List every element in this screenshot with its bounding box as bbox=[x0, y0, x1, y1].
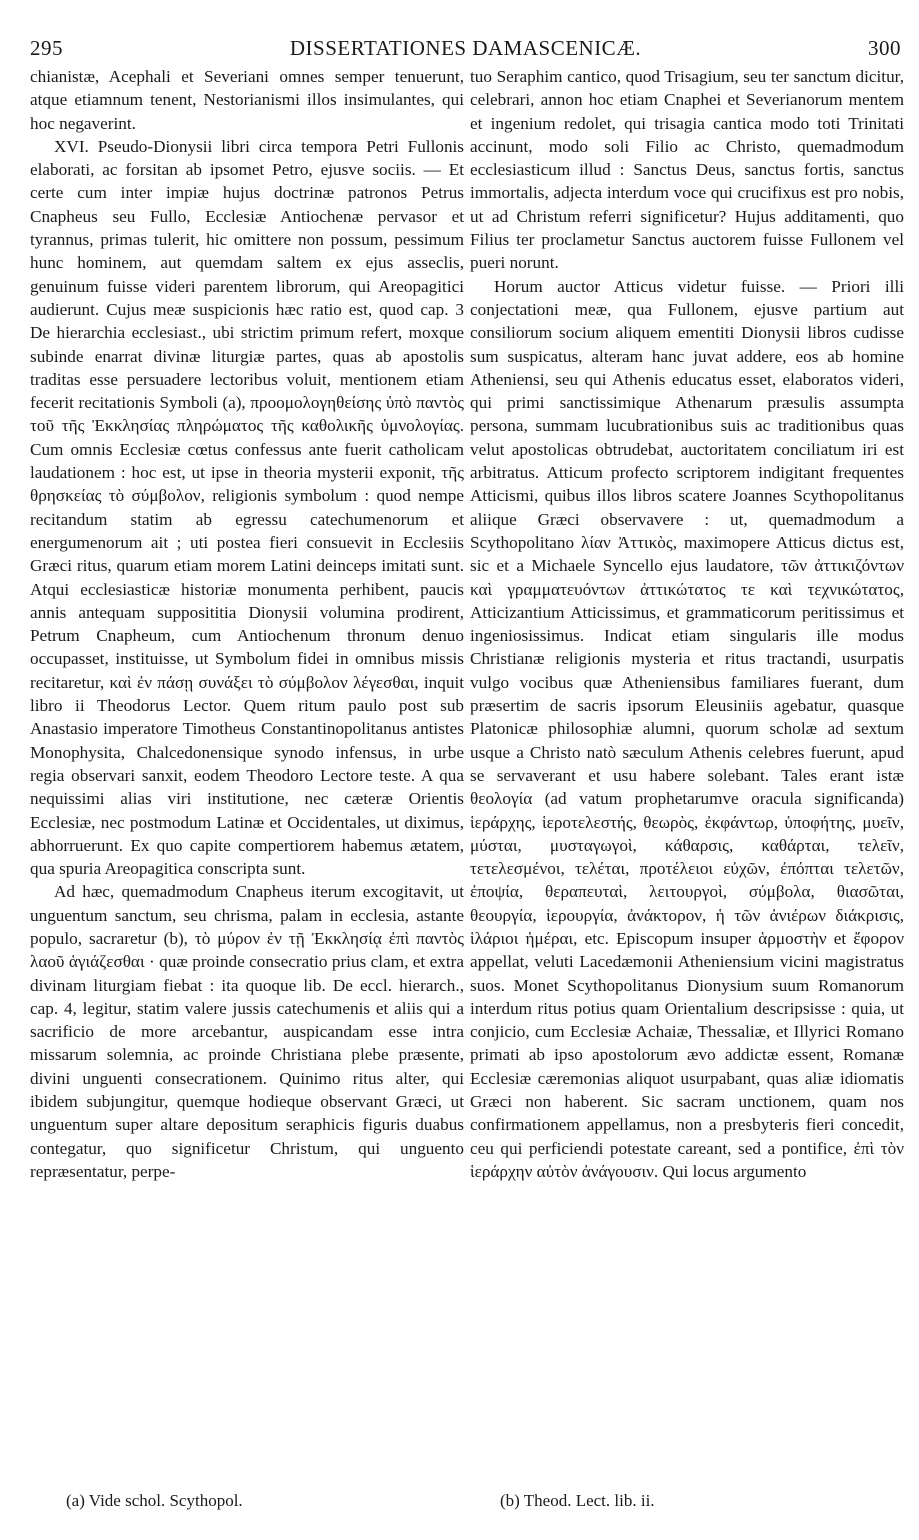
running-header bbox=[30, 36, 901, 60]
footnote-a: (a) Vide schol. Scythopol. bbox=[66, 1491, 243, 1510]
paragraph: chianistæ, Acephali et Severiani omnes semper tenuerunt, atque etiamnum tenent, Nestorianismi illos insimulantes, qui hoc negaverint. bbox=[30, 67, 464, 133]
paragraph: Horum auctor Atticus videtur fuisse. — Priori illi conjectationi meæ, qua Fullonem, ejusve partium aut consiliorum socium aliquem ementiti Dionysii libros cudisse sum suspicatus, alteram hanc juvat addere, eos ab homine Atheniensi, seu qui Athenis educatus esset, elaboratos videri, qui primi sanctissimique Athenarum præsulis assumpta persona, summam lucubrationibus suis ac traditionibus quas velut apostolicas obtrudebat, auctoritatem conciliatum iri est arbitratus. Atticum profecto scriptorem indigitant frequentes Atticismi, quibus illos libros scatere Joannes Scythopolitanus aliique Græci observavere : ut, quemadmodum a Scythopolitano λίαν Ἀττικὸς, maximopere Atticus dictus est, sic et a Michaele Syncello ejus laudatore, τῶν ἀττικιζόντων καὶ γραμματευόντων ἀττικώτατος τε καὶ τεχνικώτατος, Atticizantium Atticissimus, et grammaticorum peritissimus et ingeniosissimus. Indicat etiam singularis ille modus Christianæ religionis mysteria et ritus tractandi, usurpatis vulgo vocibus quæ Atheniensibus familiares fuerant, dum præsertim de sacris ipsorum Eleusiniis agebatur, quasque Platonicæ philosophiæ alumni, quorum scholæ ad sextum usque a Christo natò sæculum Athenis celebres fuerunt, apud se servaverant et usu habere solebant. Tales erant istæ θεολογία (ad vatum prophetarumve oracula significanda) ἱεράρχης, ἱεροτελεστής, θεωρὸς, ἐκφάντωρ, ὑποφήτης, μυεῖν, μύσται, μυσταγωγοὶ, κάθαρσις, καθάρται, τελεῖν, τετελεσμένοι, τελέται, προτέλειοι εὐχῶν, ἐπόπται τελετῶν, ἐποψία, θεραπευταὶ, λειτουργοὶ, σύμβολα, θιασῶται, θεουργία, ἱερουργία, ἀνάκτορον, ἡ τῶν ἀνιέρων διάκρισις, ἱλάριοι ἡμέραι, etc. Episcopum insuper ἁρμοστὴν et ἔφορον appellat, veluti Lacedæmonii Atheniensium vicini magistratus suos. Monet Scythopolitanus Dionysium suum Romanorum interdum ritus potius quam Orientalium descripsisse : quia, ut conjicio, cum Ecclesiæ Achaiæ, Thessaliæ, et Illyrici Romano primati ab ipso apostolorum ævo addictæ essent, Romanæ Ecclesiæ cæremonias aliquot usurpabant, quas aliæ idiomatis Græci non haberent. Sic sacram unctionem, quam nos confirmationem appellamus, non a presbyteris fieri concedit, ceu qui perficiendi potestate careant, sed a pontifice, ἐπὶ τὸν ἱεράρχην αὐτὸν ἀνάγουσιν. Qui locus argumento bbox=[470, 276, 904, 1181]
paragraph: Ad hæc, quemadmodum Cnapheus iterum excogitavit, ut unguentum sanctum, seu chrisma, palam in ecclesia, astante populo, sacraretur (b), τὸ μύρον ἐν τῇ Ἐκκλησίᾳ ἐπὶ παντὸς λαοῦ ἁγιάζεσθαι · quæ proinde consecratio prius clam, et extra divinam liturgiam fiebat : ita quoque lib. De eccl. hierarch., cap. 4, legitur, statim valere jussis catechumenis et aliis qui a sacrificio de more arcebantur, auspicandam esse intra missarum solemnia, ac proinde Christiana plebe præsente, divini unguenti consecrationem. Quinimo ritus alter, qui ibidem subjungitur, quemque hodieque observant Græci, ut unguentum super altare depositum seraphicis figuris duabus contegatur, quo significetur Christum, qui unguento repræsentatur, perpe- bbox=[30, 882, 464, 1181]
footnote-b: (b) Theod. Lect. lib. ii. bbox=[500, 1491, 655, 1510]
page-number-right: 300 bbox=[868, 36, 901, 60]
paragraph: tuo Seraphim cantico, quod Trisagium, seu ter sanctum dicitur, celebrari, annon hoc etiam Cnaphei et Severianorum mentem et ingenium redolet, qui trisagia cantica modo toti Trinitati accinunt, modo soli Filio ac Christo, quemadmodum ecclesiasticum illud : Sanctus Deus, sanctus fortis, sanctus immortalis, adjecta interdum voce qui crucifixus est pro nobis, ut ad Christum referri significetur? Hujus additamenti, quo Filius ter proclametur Sanctus auctorem fuisse Fullonem vel pueri norunt. bbox=[470, 67, 904, 273]
left-column bbox=[30, 65, 464, 1183]
paragraph: XVI. Pseudo-Dionysii libri circa tempora Petri Fullonis elaborati, ac forsitan ab ipsomet Petro, ejusve sociis. — Et certe cum inter impiæ hujus doctrinæ patronos Petrus Cnapheus seu Fullo, Ecclesiæ Antiochenæ pervasor et tyrannus, primas tulerit, hic omittere non possum, pessimum hunc hominem, aut quemdam saltem ex ejus asseclis, genuinum fuisse videri parentem librorum, qui Areopagitici audierunt. Cujus meæ suspicionis hæc ratio est, quod cap. 3 De hierarchia ecclesiast., ubi strictim primum refert, moxque subinde enarrat divinæ liturgiæ partes, quas ab apostolis traditas esse persuadere lectoribus voluit, mentionem etiam fecerit recitationis Symboli (a), προομολογηθείσης ὑπὸ παντὸς τοῦ τῆς Ἐκκλησίας πληρώματος τῆς καθολικῆς ὑμνολογίας. Cum omnis Ecclesiæ cœtus confessus ante fuerit catholicam laudationem : hoc est, ut ipse in theoria mysterii exponit, τῆς θρησκείας τὸ σύμβολον, religionis symbolum : quod nempe recitandum statim ab egressu catechumenorum et energumenorum ait ; uti postea fieri consuevit in Ecclesiis Græci ritus, quarum etiam morem Latini deinceps imitati sunt. Atqui ecclesiasticæ historiæ monumenta perhibent, paucis annis antequam supposititia Dionysii volumina prodirent, Petrum Cnapheum, cum Antiochenum thronum denuo occupasset, instituisse, ut Symbolum fidei in omnibus missis recitaretur, καὶ ἐν πάσῃ συνάξει τὸ σύμβολον λέγεσθαι, inquit libro ii Theodorus Lector. Quem ritum paulo post sub Anastasio imperatore Timotheus Constantinopolitanus antistes Monophysita, Chalcedonensique synodo infensus, in urbe regia observari sanxit, eodem Theodoro Lectore teste. A qua nequissimi alias viri institutione, nec cæteræ Orientis Ecclesiæ, nec postmodum Latinæ et Occidentales, ut diximus, abhorruerunt. Ex quo capite compertiorem habemus ætatem, qua spuria Areopagitica conscripta sunt. bbox=[30, 136, 464, 879]
page-number-left: 295 bbox=[30, 36, 63, 60]
right-column bbox=[470, 65, 904, 1183]
running-title: DISSERTATIONES DAMASCENICÆ. bbox=[289, 36, 642, 60]
